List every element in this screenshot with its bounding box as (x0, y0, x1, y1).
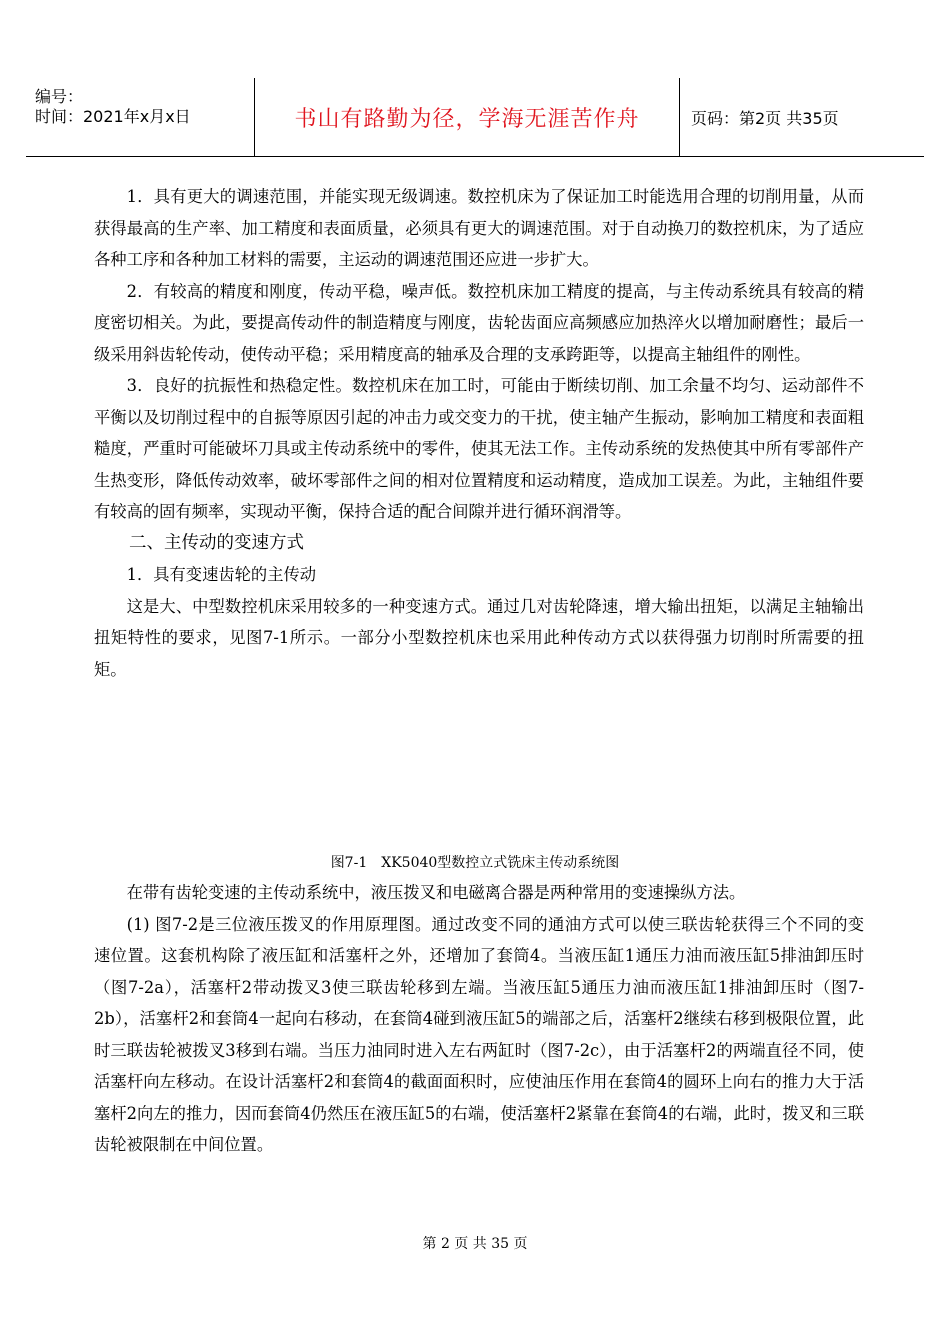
subsection-heading: 1．具有变速齿轮的主传动 (126, 565, 317, 584)
document-body-continued (94, 877, 864, 1161)
paragraph-vibration-thermal: 3．良好的抗振性和热稳定性。数控机床在加工时，可能由于断续切削、加工余量不均匀、运动部件不平衡以及切削过程中的自振等原因引起的冲击力或交变力的干扰，使主轴产生振动，影响加工精度和表面粗糙度，严重时可能破坏刀具或主传动系统中的零件，使其无法工作。主传动系统的发热使其中所有零部件产生热变形，降低传动效率，破坏零部件之间的相对位置精度和运动精度，造成加工误差。为此，主轴组件要有较高的固有频率，实现动平衡，保持合适的配合间隙并进行循环润滑等。 (94, 376, 864, 521)
header-page-code: 页码：第2页 共35页 (691, 109, 839, 128)
figure-caption: 图7-1 XK5040型数控立式铣床主传动系统图 (330, 855, 620, 871)
header-motto: 书山有路勤为径，学海无涯苦作舟 (294, 107, 640, 132)
paragraph-hydraulic-fork: (1) 图7-2是三位液压拨叉的作用原理图。通过改变不同的通油方式可以使三联齿轮获得三个不同的变速位置。这套机构除了液压缸和活塞杆之外，还增加了套筒4。当液压缸1通压力油而液压缸5排油卸压时（图7-2a），活塞杆2带动拨叉3使三联齿轮移到左端。当液压缸5通压力油而液压缸1排油卸压时（图7-2b），活塞杆2和套筒4一起向右移动，在套筒4碰到液压缸5的端部之后，活塞杆2继续右移到极限位置，此时三联齿轮被拨叉3移到右端。当压力油同时进入左右两缸时（图7-2c），由于活塞杆2的两端直径不同，使活塞杆向左移动。在设计活塞杆2和套筒4的截面面积时，应使油压作用在套筒4的圆环上向右的推力大于活塞杆2向左的推力，因而套筒4仍然压在液压缸5的右端，使活塞杆2紧靠在套筒4的右端，此时，拨叉和三联齿轮被限制在中间位置。 (94, 914, 864, 1154)
document-time-label: 时间：2021年x月x日 (35, 107, 191, 126)
paragraph-precision-stiffness: 2．有较高的精度和刚度，传动平稳，噪声低。数控机床加工精度的提高，与主传动系统具有较高的精度密切相关。为此，要提高传动件的制造精度与刚度，齿轮齿面应高频感应加热淬火以增加耐磨性；最后一级采用斜齿轮传动，使传动平稳；采用精度高的轴承及合理的支承跨距等，以提高主轴组件的刚性。 (94, 281, 864, 364)
page-footer: 第 2 页 共 35 页 (422, 1236, 528, 1252)
paragraph-speed-range: 1．具有更大的调速范围，并能实现无级调速。数控机床为了保证加工时能选用合理的切削用量，从而获得最高的生产率、加工精度和表面质量，必须具有更大的调速范围。对于自动换刀的数控机床，为了适应各种工序和各种加工材料的需要，主运动的调速范围还应进一步扩大。 (94, 187, 864, 269)
page-header (26, 78, 924, 157)
header-page-cell (679, 78, 924, 156)
paragraph-gear-transmission: 这是大、中型数控机床采用较多的一种变速方式。通过几对齿轮降速，增大输出扭矩，以满足主轴输出扭矩特性的要求，见图7-1所示。一部分小型数控机床也采用此种传动方式以获得强力切削时所需要的扭矩。 (94, 596, 864, 679)
document-body (94, 181, 864, 685)
section-heading: 二、主传动的变速方式 (129, 532, 304, 553)
paragraph-shift-methods: 在带有齿轮变速的主传动系统中，液压拨叉和电磁离合器是两种常用的变速操纵方法。 (126, 883, 746, 902)
document-number-label: 编号： (35, 87, 84, 106)
header-info-cell (26, 78, 254, 156)
header-motto-cell (254, 78, 680, 156)
